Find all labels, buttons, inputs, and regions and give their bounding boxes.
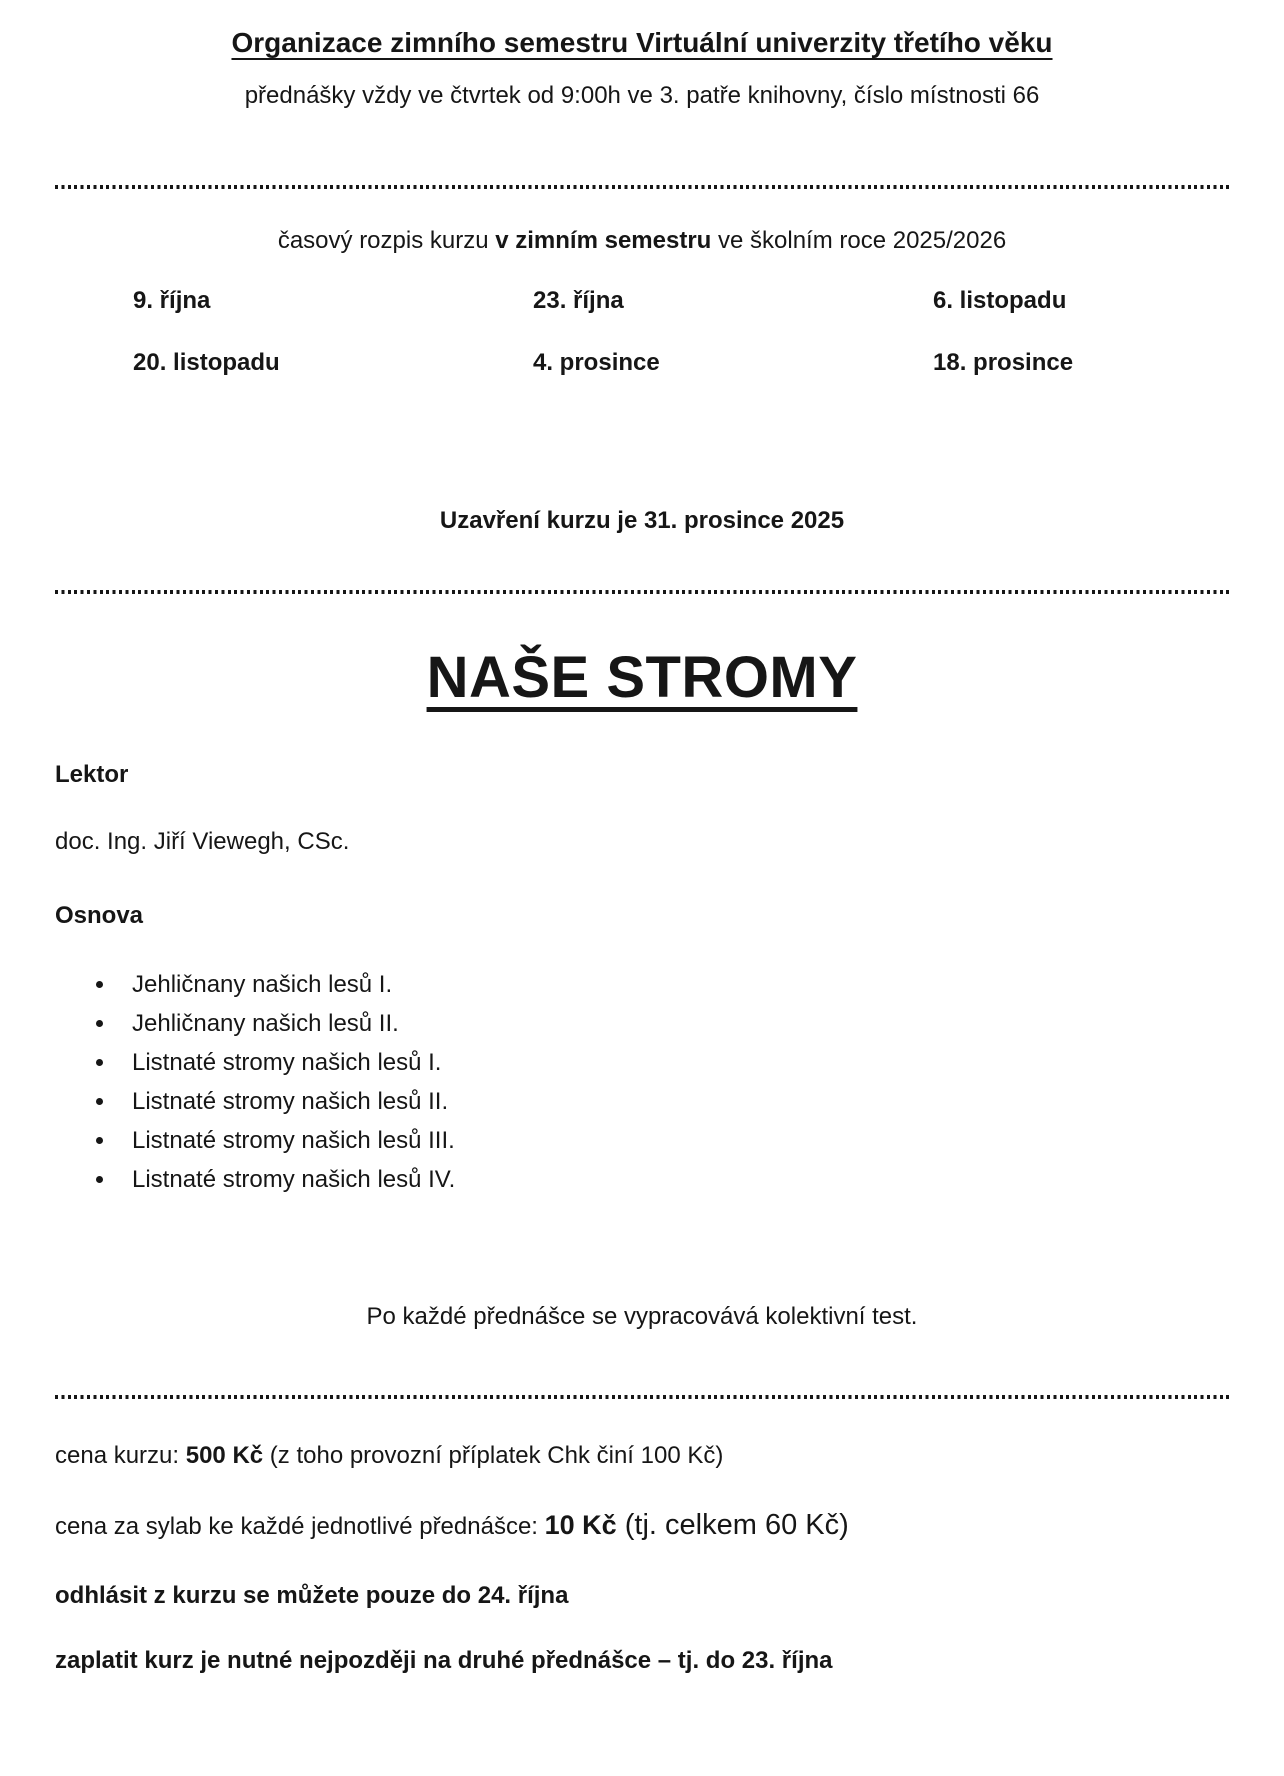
bullet-icon bbox=[96, 1098, 103, 1105]
outline-item-text: Listnaté stromy našich lesů II. bbox=[132, 1088, 449, 1115]
schedule-date: 9. října bbox=[133, 287, 211, 314]
outline-label: Osnova bbox=[55, 902, 144, 929]
schedule-intro-suffix: ve školním roce 2025/2026 bbox=[711, 227, 1007, 254]
syllabus-price-value: 10 Kč bbox=[544, 1510, 617, 1540]
schedule-intro-bold: v zimním semestru bbox=[495, 227, 712, 254]
course-heading: NAŠE STROMY bbox=[426, 645, 858, 710]
price-suffix: (z toho provozní příplatek Chk činí 100 Kč) bbox=[263, 1442, 724, 1469]
bullet-icon bbox=[96, 1020, 103, 1027]
page-title: Organizace zimního semestru Virtuální univerzity třetího věku bbox=[231, 27, 1053, 58]
list-item bbox=[55, 1160, 1229, 1199]
bullet-icon bbox=[96, 1059, 103, 1066]
dotted-divider bbox=[55, 590, 1229, 594]
bullet-icon bbox=[96, 981, 103, 988]
outline-item-text: Jehličnany našich lesů II. bbox=[132, 1010, 399, 1037]
cancel-deadline-line: odhlásit z kurzu se můžete pouze do 24. října bbox=[55, 1582, 569, 1609]
lecturer-label: Lektor bbox=[55, 761, 129, 788]
schedule-intro bbox=[55, 225, 1229, 257]
course-closing-note: Uzavření kurzu je 31. prosince 2025 bbox=[439, 507, 845, 534]
price-value: 500 Kč bbox=[185, 1442, 264, 1469]
schedule-date: 6. listopadu bbox=[933, 287, 1067, 314]
price-prefix: cena kurzu: bbox=[55, 1442, 186, 1469]
outline-item-text: Jehličnany našich lesů I. bbox=[132, 971, 393, 998]
schedule-date: 4. prosince bbox=[533, 349, 660, 376]
dotted-divider bbox=[55, 185, 1229, 189]
schedule-date: 23. října bbox=[533, 287, 624, 314]
outline-item-text: Listnaté stromy našich lesů IV. bbox=[132, 1166, 456, 1193]
list-item bbox=[55, 965, 1229, 1004]
bullet-icon bbox=[96, 1176, 103, 1183]
dotted-divider bbox=[55, 1395, 1229, 1399]
schedule-intro-prefix: časový rozpis kurzu bbox=[277, 227, 496, 254]
syllabus-price-line bbox=[55, 1506, 1229, 1546]
syllabus-prefix: cena za sylab ke každé jednotlivé přednášce: bbox=[55, 1513, 545, 1540]
outline-list bbox=[55, 965, 1229, 1199]
test-note: Po každé přednášce se vypracovává kolektivní test. bbox=[366, 1303, 918, 1330]
schedule-date: 18. prosince bbox=[933, 349, 1074, 376]
document-page bbox=[0, 25, 1284, 1776]
syllabus-suffix: (tj. celkem 60 Kč) bbox=[616, 1509, 849, 1541]
schedule-dates-grid bbox=[133, 285, 1229, 379]
schedule-date: 20. listopadu bbox=[133, 349, 280, 376]
outline-item-text: Listnaté stromy našich lesů III. bbox=[132, 1127, 455, 1154]
course-price-line bbox=[55, 1440, 1229, 1472]
list-item bbox=[55, 1082, 1229, 1121]
lecturer-name: doc. Ing. Jiří Viewegh, CSc. bbox=[55, 828, 350, 855]
list-item bbox=[55, 1121, 1229, 1160]
list-item bbox=[55, 1043, 1229, 1082]
list-item bbox=[55, 1004, 1229, 1043]
page-subtitle: přednášky vždy ve čtvrtek od 9:00h ve 3. patře knihovny, číslo místnosti 66 bbox=[244, 82, 1040, 109]
outline-item-text: Listnaté stromy našich lesů I. bbox=[132, 1049, 442, 1076]
payment-deadline-line: zaplatit kurz je nutné nejpozději na druhé přednášce – tj. do 23. října bbox=[55, 1647, 833, 1674]
bullet-icon bbox=[96, 1137, 103, 1144]
